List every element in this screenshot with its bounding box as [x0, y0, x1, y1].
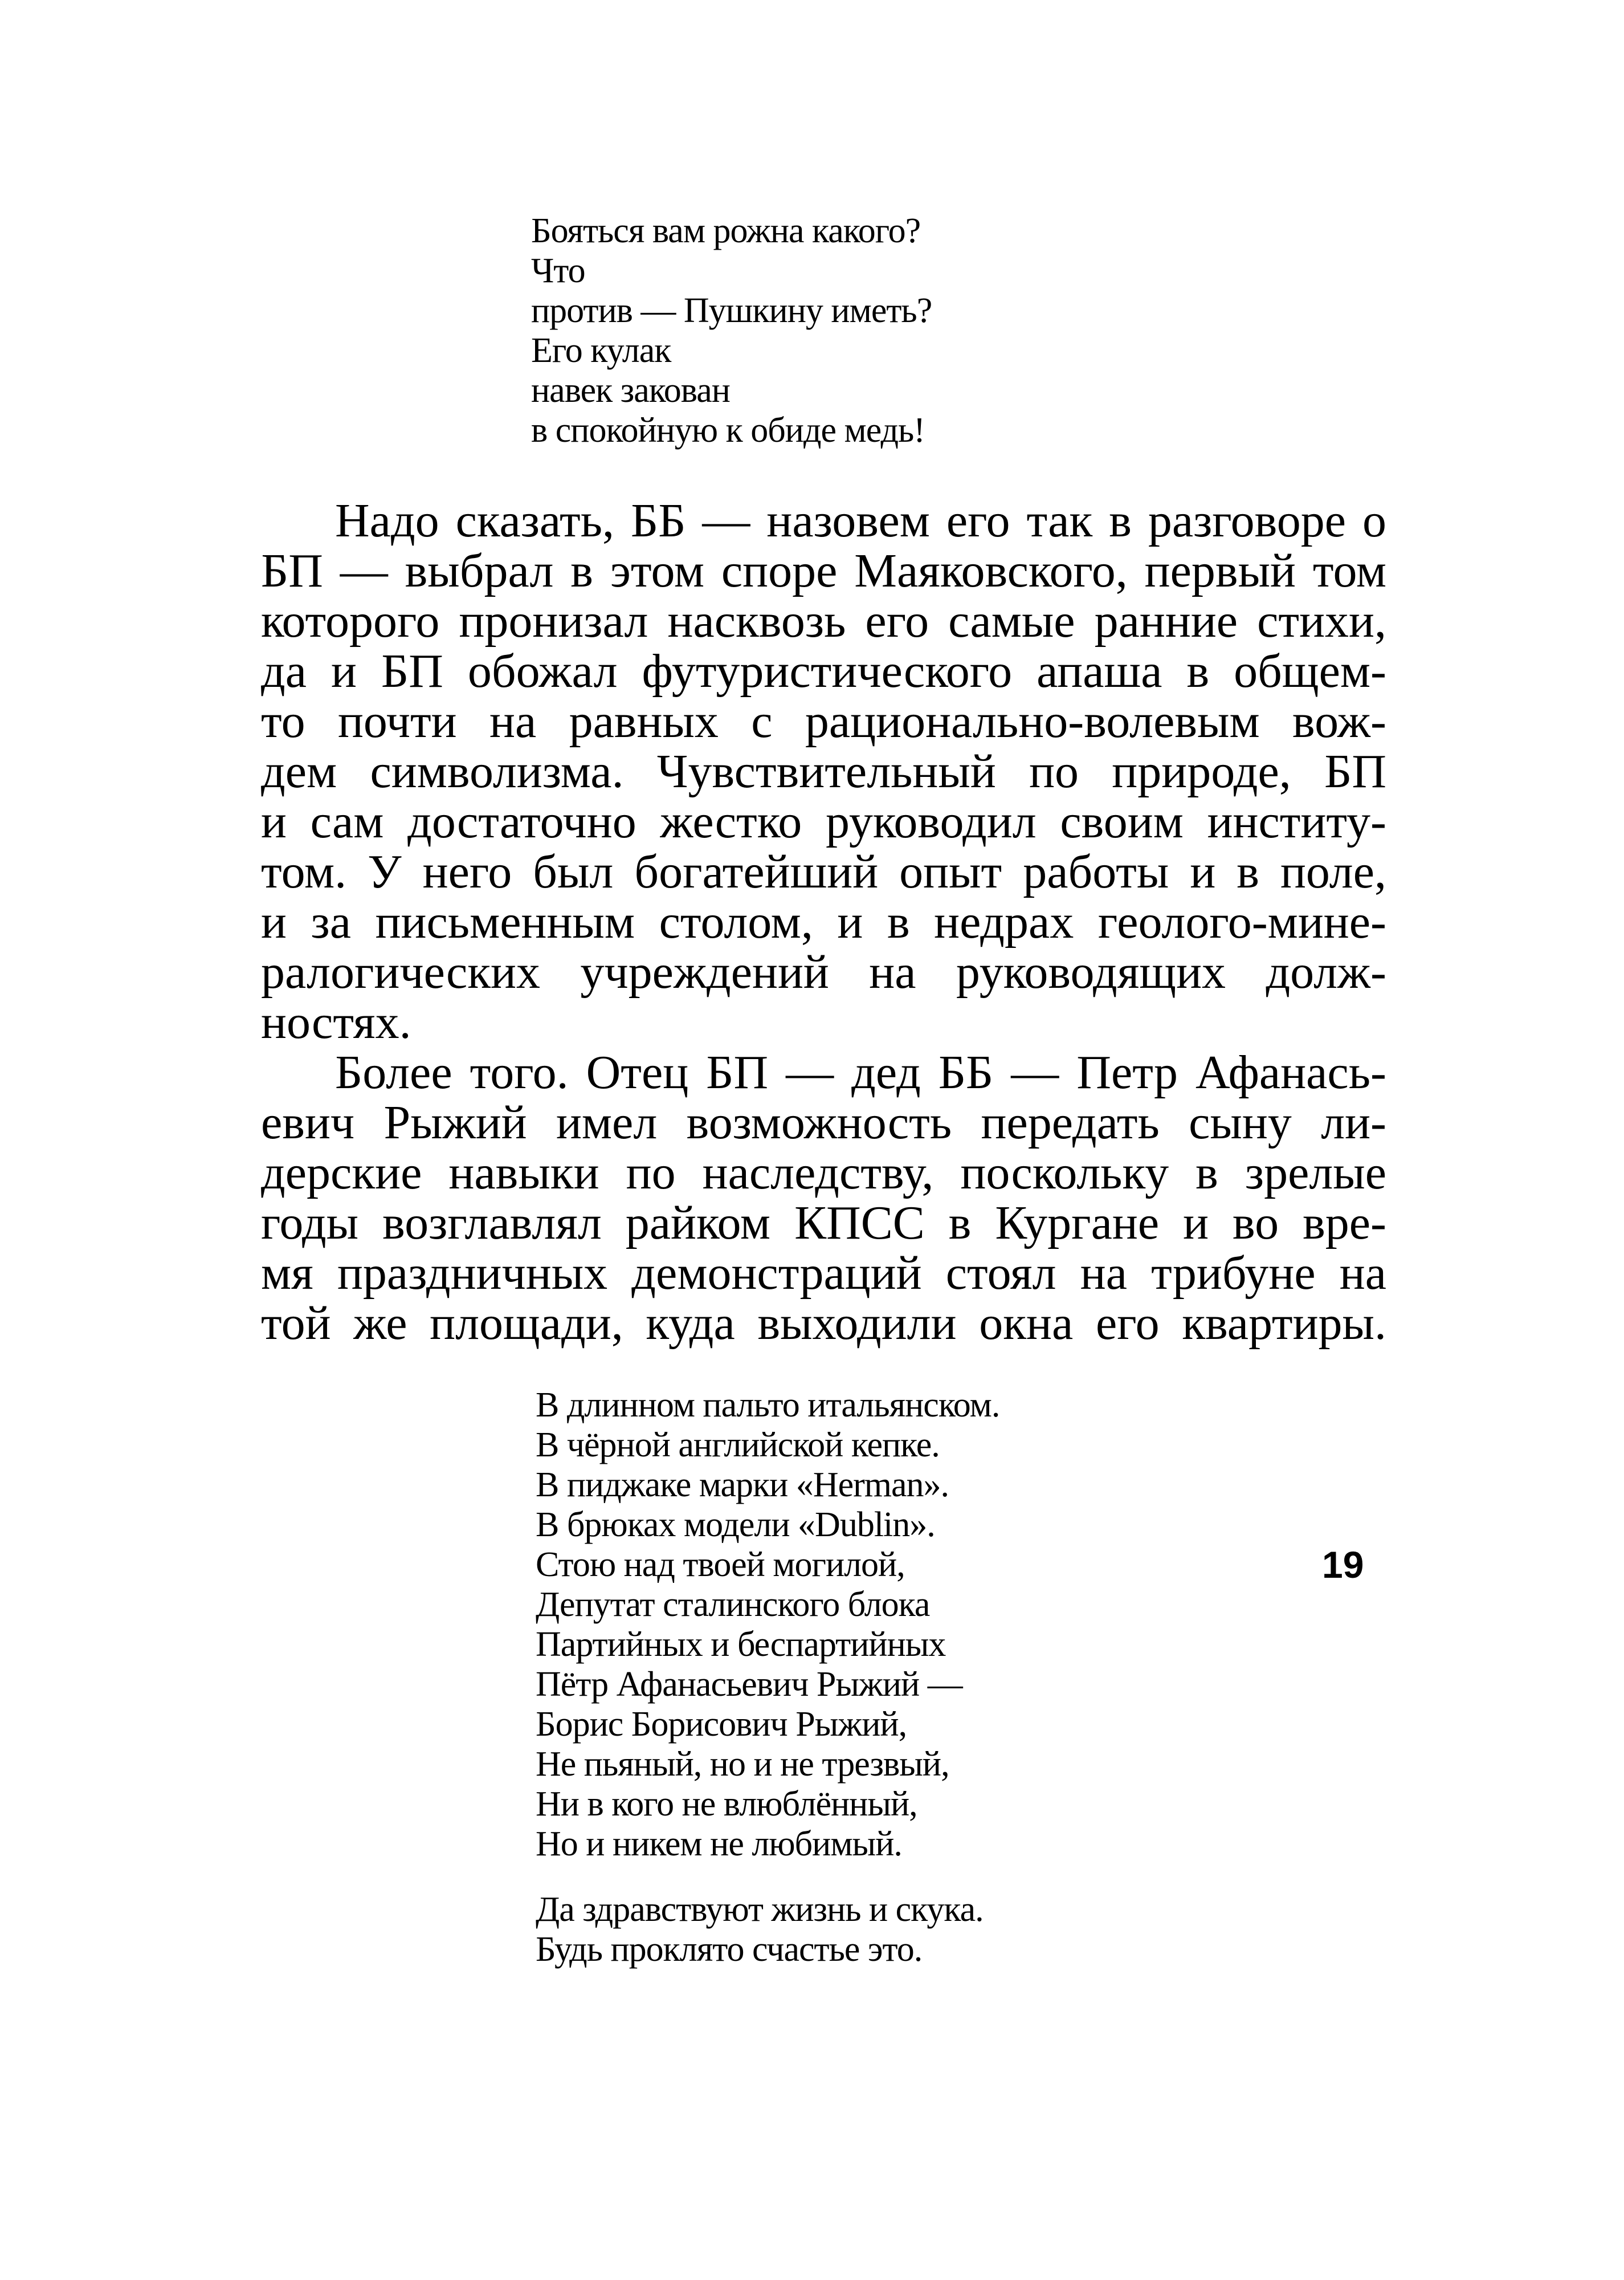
prose-body — [261, 496, 1386, 1349]
prose-line: ралогических учреждений на руководящих долж- — [261, 946, 1386, 999]
prose-line: Надо сказать, ББ — назовем его так в разговоре о — [335, 494, 1386, 547]
prose-line: которого пронизал насквозь его самые ранние стихи, — [261, 595, 1386, 648]
verse-line: В чёрной английской кепке. — [536, 1426, 940, 1464]
prose-line: и сам достаточно жестко руководил своим институ- — [261, 795, 1386, 848]
verse-line: В брюках модели «Dublin». — [536, 1505, 935, 1544]
verse-line: Что — [531, 251, 585, 290]
prose-line: Более того. Отец БП — дед ББ — Петр Афанась- — [335, 1046, 1386, 1099]
verse-line: против — Пушкину иметь? — [531, 291, 932, 330]
prose-line: да и БП обожал футуристического апаша в общем- — [261, 645, 1386, 698]
prose-line: дерские навыки по наследству, поскольку в зрелые — [261, 1146, 1386, 1199]
verse-line: Борис Борисович Рыжий, — [536, 1705, 907, 1744]
verse-line: Депутат сталинского блока — [536, 1585, 930, 1624]
verse-line: Стою над твоей могилой, — [536, 1545, 905, 1584]
verse-stanza-ryzhy — [536, 1385, 999, 1864]
prose-line: той же площади, куда выходили окна его квартиры. — [261, 1297, 1386, 1350]
verse-line: в спокойную к обиде медь! — [531, 411, 925, 450]
verse-line: Его кулак — [531, 331, 671, 370]
verse-line: Бояться вам рожна какого? — [531, 211, 921, 250]
prose-line: БП — выбрал в этом споре Маяковского, первый том — [261, 544, 1386, 597]
verse-line: Но и никем не любимый. — [536, 1825, 902, 1863]
page-number: 19 — [1322, 1544, 1364, 1586]
verse-line: В длинном пальто итальянском. — [536, 1386, 1000, 1424]
prose-line: годы возглавлял райком КПСС в Кургане и во вре- — [261, 1196, 1386, 1249]
verse-stanza-mayakovsky — [531, 211, 932, 450]
verse-stanza-closing — [536, 1890, 984, 1969]
verse-line: навек закован — [531, 371, 730, 410]
prose-line: дем символизма. Чувствительный по природе, БП — [261, 745, 1386, 798]
prose-line: евич Рыжий имел возможность передать сыну ли- — [261, 1096, 1386, 1149]
verse-line: Пётр Афанасьевич Рыжий — — [536, 1665, 962, 1704]
verse-line: Не пьяный, но и не трезвый, — [536, 1745, 949, 1784]
prose-line: ностях. — [261, 996, 411, 1049]
prose-line: и за письменным столом, и в недрах геолого-мине- — [261, 895, 1386, 948]
prose-line: то почти на равных с рационально-волевым вож- — [261, 695, 1386, 748]
prose-line: мя праздничных демонстраций стоял на трибуне на — [261, 1247, 1386, 1300]
verse-line: В пиджаке марки «Herman». — [536, 1465, 949, 1504]
verse-line: Да здравствуют жизнь и скука. — [536, 1890, 984, 1929]
prose-line: том. У него был богатейший опыт работы и в поле, — [261, 845, 1386, 898]
verse-line: Ни в кого не влюблённый, — [536, 1785, 917, 1823]
verse-line: Будь проклято счастье это. — [536, 1930, 923, 1969]
verse-line: Партийных и беспартийных — [536, 1625, 946, 1664]
